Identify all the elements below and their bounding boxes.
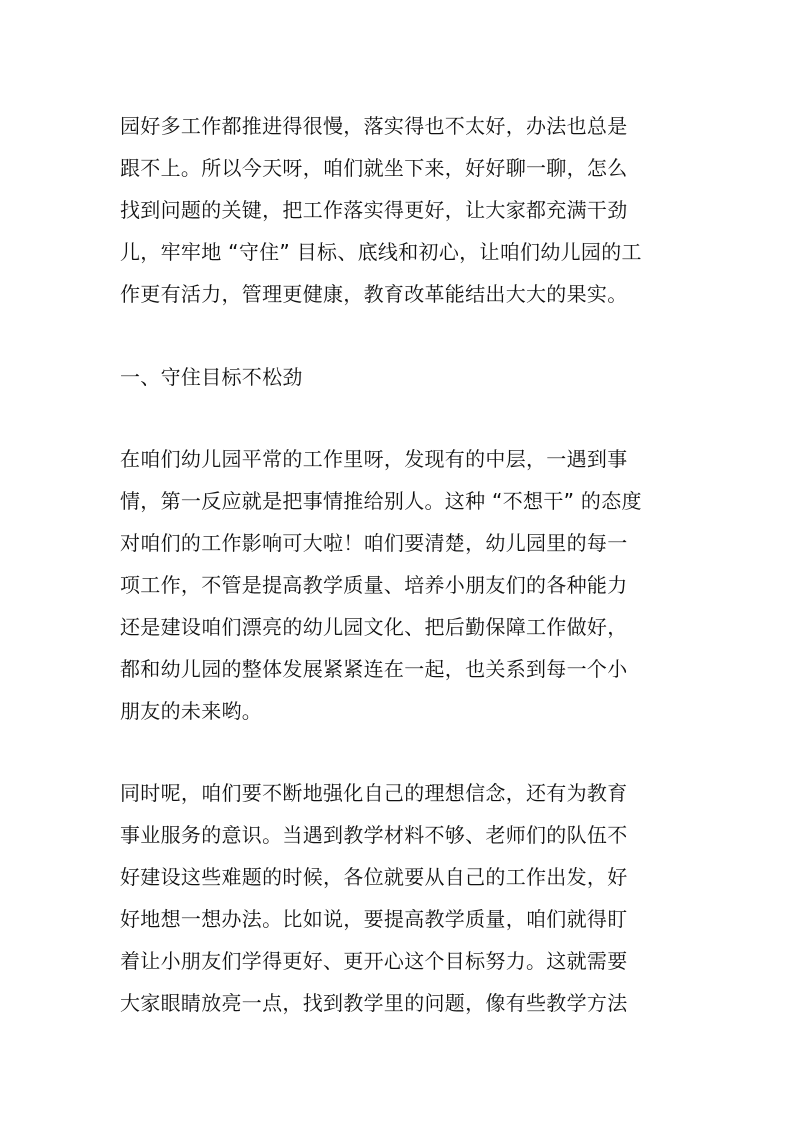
paragraph-1-line-4: 儿，牢牢地 “守住” 目标、底线和初心，让咱们幼儿园的工	[120, 240, 642, 264]
section-heading: 一、守住目标不松劲	[120, 365, 303, 389]
paragraph-1-line-2: 跟不上。所以今天呀，咱们就坐下来，好好聊一聊，怎么	[120, 156, 628, 180]
paragraph-2-line-5: 还是建设咱们漂亮的幼儿园文化、把后勤保障工作做好，	[120, 615, 628, 639]
paragraph-1-line-5: 作更有活力，管理更健康，教育改革能结出大大的果实。	[120, 282, 628, 306]
paragraph-2-line-2: 情，第一反应就是把事情推给别人。这种 “不想干” 的态度	[120, 489, 642, 513]
paragraph-3-line-3: 好建设这些难题的时候，各位就要从自己的工作出发，好	[120, 865, 628, 889]
paragraph-2-line-1: 在咱们幼儿园平常的工作里呀，发现有的中层，一遇到事	[120, 447, 628, 471]
paragraph-2-line-7: 朋友的未来哟。	[120, 699, 263, 723]
paragraph-2-line-4: 项工作，不管是提高教学质量、培养小朋友们的各种能力	[120, 573, 628, 597]
paragraph-1-line-3: 找到问题的关键，把工作落实得更好，让大家都充满干劲	[120, 198, 628, 222]
paragraph-2-line-3: 对咱们的工作影响可大啦！咱们要清楚，幼儿园里的每一	[120, 531, 628, 555]
paragraph-3-line-2: 事业服务的意识。当遇到教学材料不够、老师们的队伍不	[120, 823, 628, 847]
paragraph-3-line-4: 好地想一想办法。比如说，要提高教学质量，咱们就得盯	[120, 907, 628, 931]
paragraph-3-line-6: 大家眼睛放亮一点，找到教学里的问题，像有些教学方法	[120, 991, 628, 1015]
paragraph-2-line-6: 都和幼儿园的整体发展紧紧连在一起，也关系到每一个小	[120, 657, 628, 681]
paragraph-3-line-5: 着让小朋友们学得更好、更开心这个目标努力。这就需要	[120, 949, 628, 973]
paragraph-3-line-1: 同时呢，咱们要不断地强化自己的理想信念，还有为教育	[120, 781, 628, 805]
paragraph-1-line-1: 园好多工作都推进得很慢，落实得也不太好，办法也总是	[120, 114, 628, 138]
